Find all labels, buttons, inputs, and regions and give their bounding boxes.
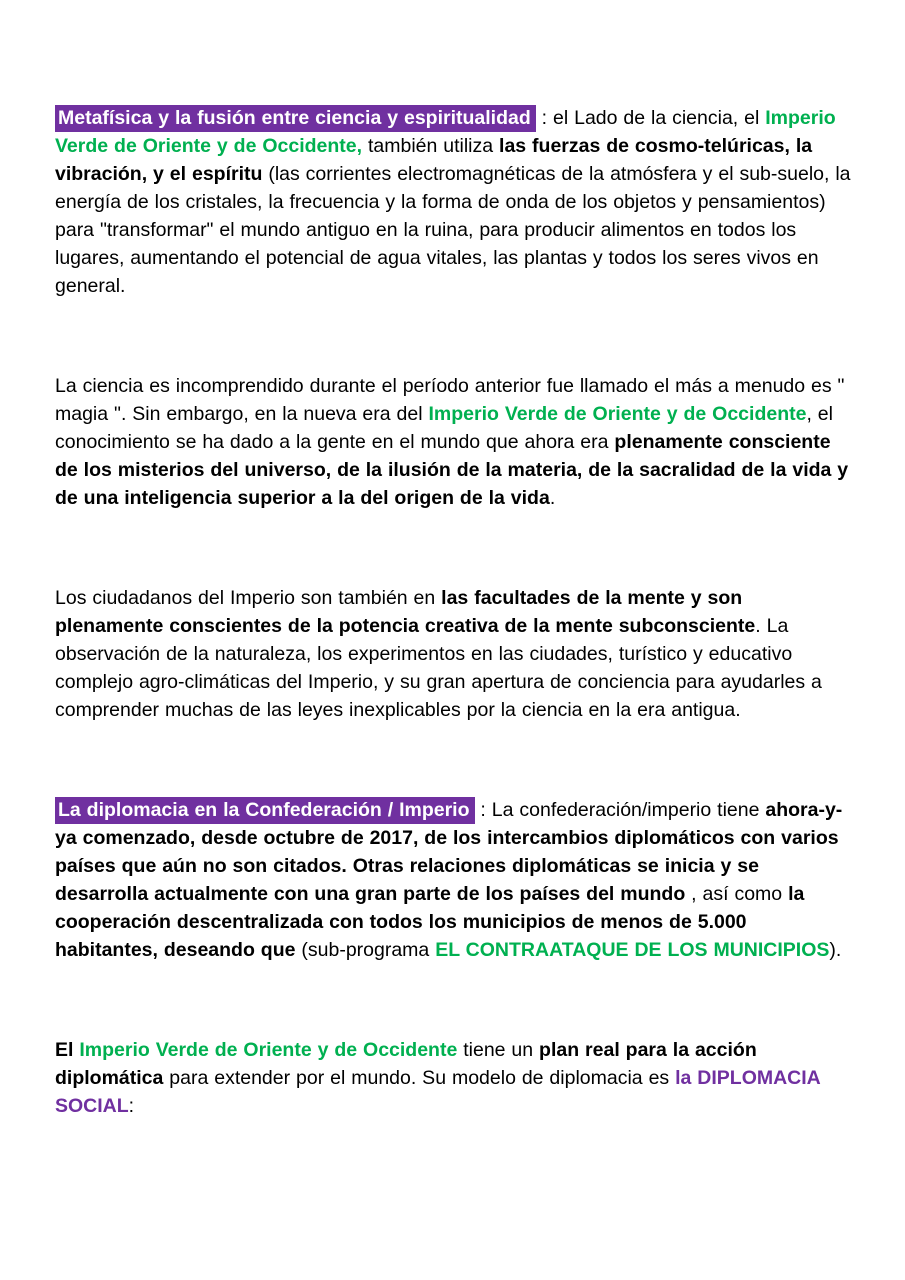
bold-emphasis: plan real para la acción diplomática [55,1039,757,1089]
green-emphasis: Imperio Verde de Oriente y de Occidente, [55,107,836,157]
text-run: (sub-programa [301,939,436,961]
paragraph-ciudadanos [55,584,853,724]
text-run: , así como [685,883,789,905]
text-run: : [128,1095,135,1117]
text-run: tiene un [463,1039,540,1061]
paragraph-diplomacia [55,796,853,964]
bold-emphasis: la cooperación descentralizada con todos los municipios de menos de 5.000 habitantes, deseando que [55,883,805,961]
text-run: también utiliza [362,135,500,157]
bold-emphasis: las facultades de la mente y son plenamente conscientes de la potencia creativa de la mente subconsciente [55,587,756,637]
bold-emphasis: plenamente consciente de los misterios del universo, de la ilusión de la materia, de la sacralidad de la vida y de una inteligencia superior a la del origen de la vida [55,431,849,509]
text-run: ). [829,939,842,961]
green-emphasis: Imperio Verde de Oriente y de Occidente [79,1039,464,1061]
text-run: Los ciudadanos del Imperio son también en [55,587,442,609]
highlighted-heading: Metafísica y la fusión entre ciencia y espiritualidad [55,105,536,132]
bold-emphasis: ahora-y-ya comenzado, desde octubre de 2017, de los intercambios diplomáticos con varios países que aún no son citados. Otras relaciones diplomáticas se inicia y se desarrolla actualmente con una gran parte de los países del mundo [55,799,843,905]
text-run: : La confederación/imperio tiene [474,799,766,821]
paragraph-metafisica [55,104,853,300]
text-run: . La observación de la naturaleza, los experimentos en las ciudades, turístico y educativo complejo agro-climáticas del Imperio, y su gran apertura de conciencia para ayudarles a comprender muchas de las leyes inexplicables por la ciencia en la era antigua. [55,615,822,721]
paragraph-plan-diplomatico [55,1036,853,1120]
text-run: : el Lado de la ciencia, el [535,107,766,129]
document-body [55,104,853,1120]
bold-emphasis: las fuerzas de cosmo-telúricas, la vibración, y el espíritu [55,135,813,185]
highlighted-heading: La diplomacia en la Confederación / Imperio [55,797,475,824]
bold-emphasis: El [55,1039,80,1061]
green-emphasis: Imperio Verde de Oriente y de Occidente [428,403,807,425]
purple-emphasis: la DIPLOMACIA SOCIAL [55,1067,821,1117]
text-run: . [549,487,556,509]
text-run: , el conocimiento se ha dado a la gente en el mundo que ahora era [55,403,833,453]
text-run: para extender por el mundo. Su modelo de diplomacia es [169,1067,676,1089]
text-run: (las corrientes electromagnéticas de la atmósfera y el sub-suelo, la energía de los cristales, la frecuencia y la forma de onda de los objetos y pensamientos) para "transformar" el mundo antiguo en la ruina, para producir alimentos en todos los lugares, aumentando el potencial de agua vitales, las plantas y todos los seres vivos en general. [55,163,851,297]
green-emphasis: EL CONTRAATAQUE DE LOS MUNICIPIOS [435,939,830,961]
text-run: La ciencia es incomprendido durante el período anterior fue llamado el más a menudo es " magia ". Sin embargo, en la nueva era del [55,375,845,425]
paragraph-ciencia [55,372,853,512]
